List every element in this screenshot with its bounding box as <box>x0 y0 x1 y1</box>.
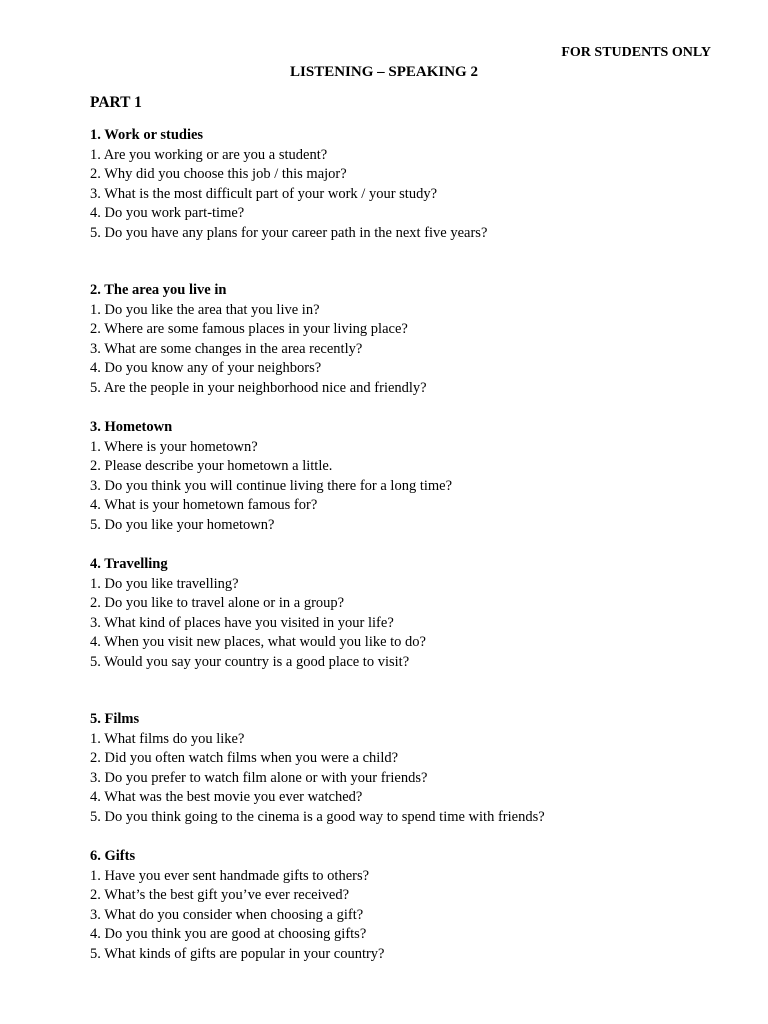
question-item: 4. What is your hometown famous for? <box>90 497 318 513</box>
question-item: 1. Do you like travelling? <box>90 575 239 592</box>
question-section <box>90 710 730 827</box>
question-item: 2. What’s the best gift you’ve ever received? <box>90 887 350 903</box>
question-section <box>90 281 730 398</box>
question-item: 1. What films do you like? <box>90 730 245 747</box>
question-section <box>90 418 730 535</box>
question-item: 2. Where are some famous places in your living place? <box>90 321 408 337</box>
section-heading: 1. Work or studies <box>90 127 204 143</box>
document-title: LISTENING – SPEAKING 2 <box>290 64 478 80</box>
question-item: 4. When you visit new places, what would you like to do? <box>90 634 426 650</box>
question-item: 4. Do you think you are good at choosing gifts? <box>90 926 367 942</box>
question-section <box>90 555 730 672</box>
question-item: 2. Do you like to travel alone or in a group? <box>90 595 345 611</box>
question-item: 3. Do you prefer to watch film alone or with your friends? <box>90 769 428 786</box>
question-item: 3. Do you think you will continue living there for a long time? <box>90 477 453 494</box>
question-item: 5. Do you have any plans for your career path in the next five years? <box>90 224 488 241</box>
audience-note: FOR STUDENTS ONLY <box>561 45 711 60</box>
question-item: 5. Do you like your hometown? <box>90 516 275 533</box>
question-item: 3. What are some changes in the area recently? <box>90 340 363 357</box>
question-item: 4. Do you know any of your neighbors? <box>90 360 322 376</box>
question-item: 4. Do you work part-time? <box>90 205 245 221</box>
part-heading: PART 1 <box>90 94 142 111</box>
question-item: 3. What kind of places have you visited in your life? <box>90 614 394 631</box>
question-item: 5. Do you think going to the cinema is a good way to spend time with friends? <box>90 808 545 825</box>
question-item: 4. What was the best movie you ever watched? <box>90 789 363 805</box>
question-item: 1. Do you like the area that you live in? <box>90 301 320 318</box>
question-item: 2. Did you often watch films when you were a child? <box>90 750 399 766</box>
section-heading: 4. Travelling <box>90 556 168 572</box>
question-item: 2. Please describe your hometown a little. <box>90 458 333 474</box>
question-item: 3. What do you consider when choosing a gift? <box>90 906 364 923</box>
question-item: 5. Are the people in your neighborhood nice and friendly? <box>90 379 427 396</box>
section-heading: 6. Gifts <box>90 848 136 864</box>
section-heading: 3. Hometown <box>90 419 173 435</box>
question-item: 3. What is the most difficult part of your work / your study? <box>90 185 438 202</box>
question-item: 1. Have you ever sent handmade gifts to others? <box>90 867 370 884</box>
question-item: 5. What kinds of gifts are popular in your country? <box>90 945 385 962</box>
question-item: 5. Would you say your country is a good place to visit? <box>90 653 410 670</box>
question-sections <box>90 126 730 964</box>
section-heading: 2. The area you live in <box>90 282 227 298</box>
question-section <box>90 847 730 964</box>
question-section <box>90 126 730 243</box>
question-item: 2. Why did you choose this job / this major? <box>90 166 347 182</box>
question-item: 1. Where is your hometown? <box>90 438 258 455</box>
question-item: 1. Are you working or are you a student? <box>90 146 328 163</box>
section-heading: 5. Films <box>90 711 140 727</box>
